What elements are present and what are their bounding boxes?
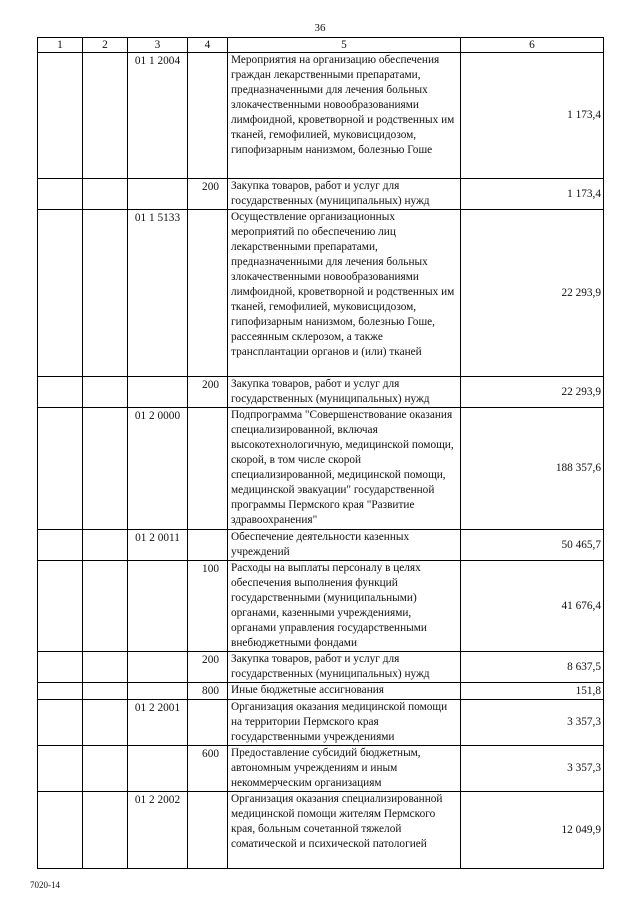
cell-description: Закупка товаров, работ и услуг для государственных (муниципальных) нужд	[228, 179, 461, 210]
cell-col1	[38, 700, 83, 746]
cell-description: Предоставление субсидий бюджетным, автономным учреждениям и иным некоммерческим организациям	[228, 746, 461, 792]
cell-description: Организация оказания медицинской помощи на территории Пермского края государственными учреждениями	[228, 700, 461, 746]
cell-description: Обеспечение деятельности казенных учреждений	[228, 530, 461, 561]
col-header-6: 6	[461, 38, 604, 53]
table-row	[38, 377, 604, 408]
cell-amount: 41 676,4	[461, 561, 604, 652]
cell-col1	[38, 652, 83, 683]
cell-col2	[83, 53, 128, 179]
cell-type	[188, 700, 228, 746]
cell-col2	[83, 408, 128, 530]
cell-amount: 3 357,3	[461, 700, 604, 746]
cell-type: 200	[188, 179, 228, 210]
cell-type	[188, 408, 228, 530]
cell-description: Подпрограмма "Совершенствование оказания специализированной, включая высокотехнологичную, медицинской помощи, скорой, в том числе скорой специализированной, медицинской помощи, медицинской эвакуации" государственной программы Пермского края "Развитие здравоохранения"	[228, 408, 461, 530]
cell-code	[128, 746, 188, 792]
cell-description: Иные бюджетные ассигнования	[228, 683, 461, 700]
cell-col2	[83, 377, 128, 408]
table-row	[38, 210, 604, 377]
cell-description: Организация оказания специализированной медицинской помощи жителям Пермского края, больным сочетанной тяжелой соматической и психической патологией	[228, 792, 461, 869]
cell-col2	[83, 792, 128, 869]
cell-code: 01 2 0011	[128, 530, 188, 561]
budget-table	[37, 37, 604, 869]
cell-type	[188, 530, 228, 561]
table-row	[38, 179, 604, 210]
table-row	[38, 408, 604, 530]
table-row	[38, 792, 604, 869]
cell-code: 01 1 2004	[128, 53, 188, 179]
cell-type	[188, 53, 228, 179]
cell-type	[188, 210, 228, 377]
table-row	[38, 700, 604, 746]
cell-amount: 1 173,4	[461, 179, 604, 210]
col-header-1: 1	[38, 38, 83, 53]
cell-description: Закупка товаров, работ и услуг для государственных (муниципальных) нужд	[228, 377, 461, 408]
cell-col2	[83, 530, 128, 561]
cell-code	[128, 561, 188, 652]
cell-col2	[83, 179, 128, 210]
cell-col1	[38, 53, 83, 179]
cell-col2	[83, 683, 128, 700]
table-row	[38, 561, 604, 652]
cell-col1	[38, 210, 83, 377]
cell-type: 200	[188, 652, 228, 683]
page-number: 36	[314, 22, 326, 34]
cell-code: 01 1 5133	[128, 210, 188, 377]
cell-col1	[38, 530, 83, 561]
cell-code: 01 2 0000	[128, 408, 188, 530]
cell-code: 01 2 2002	[128, 792, 188, 869]
col-header-4: 4	[188, 38, 228, 53]
cell-col1	[38, 746, 83, 792]
cell-amount: 22 293,9	[461, 377, 604, 408]
cell-code	[128, 377, 188, 408]
table-row	[38, 530, 604, 561]
cell-amount: 22 293,9	[461, 210, 604, 377]
cell-description: Осуществление организационных мероприятий по обеспечению лиц лекарственными препаратами, предназначенными для лечения больных злокачественными новообразованиями лимфоидной, кроветворной и родственных им тканей, гемофилией, муковисцидозом, гипофизарным нанизмом, болезнью Гоше, рассеянным склерозом, а также трансплантации органов и (или) тканей	[228, 210, 461, 377]
cell-code: 01 2 2001	[128, 700, 188, 746]
cell-col1	[38, 792, 83, 869]
cell-code	[128, 683, 188, 700]
cell-type: 600	[188, 746, 228, 792]
cell-amount: 3 357,3	[461, 746, 604, 792]
cell-col1	[38, 377, 83, 408]
col-header-2: 2	[83, 38, 128, 53]
table-row	[38, 652, 604, 683]
cell-col2	[83, 700, 128, 746]
header-row	[38, 38, 604, 53]
cell-amount: 50 465,7	[461, 530, 604, 561]
cell-col2	[83, 561, 128, 652]
cell-amount: 151,8	[461, 683, 604, 700]
table-row	[38, 746, 604, 792]
cell-amount: 1 173,4	[461, 53, 604, 179]
cell-col1	[38, 561, 83, 652]
footer-code: 7020-14	[30, 880, 60, 890]
col-header-3: 3	[128, 38, 188, 53]
cell-amount: 12 049,9	[461, 792, 604, 869]
cell-col1	[38, 683, 83, 700]
cell-col2	[83, 746, 128, 792]
cell-type	[188, 792, 228, 869]
cell-description: Закупка товаров, работ и услуг для государственных (муниципальных) нужд	[228, 652, 461, 683]
cell-col2	[83, 652, 128, 683]
cell-type: 100	[188, 561, 228, 652]
table-row	[38, 683, 604, 700]
cell-type: 800	[188, 683, 228, 700]
cell-amount: 188 357,6	[461, 408, 604, 530]
col-header-5: 5	[228, 38, 461, 53]
cell-amount: 8 637,5	[461, 652, 604, 683]
cell-description: Расходы на выплаты персоналу в целях обеспечения выполнения функций государственными (муниципальными) органами, казенными учреждениями, органами управления государственными внебюджетными фондами	[228, 561, 461, 652]
cell-description: Мероприятия на организацию обеспечения граждан лекарственными препаратами, предназначенными для лечения больных злокачественными новообразованиями лимфоидной, кроветворной и родственных им тканей, гемофилией, муковисцидозом, гипофизарным нанизмом, болезнью Гоше	[228, 53, 461, 179]
cell-code	[128, 179, 188, 210]
cell-col1	[38, 179, 83, 210]
cell-col1	[38, 408, 83, 530]
cell-col2	[83, 210, 128, 377]
cell-type: 200	[188, 377, 228, 408]
table-row	[38, 53, 604, 179]
cell-code	[128, 652, 188, 683]
